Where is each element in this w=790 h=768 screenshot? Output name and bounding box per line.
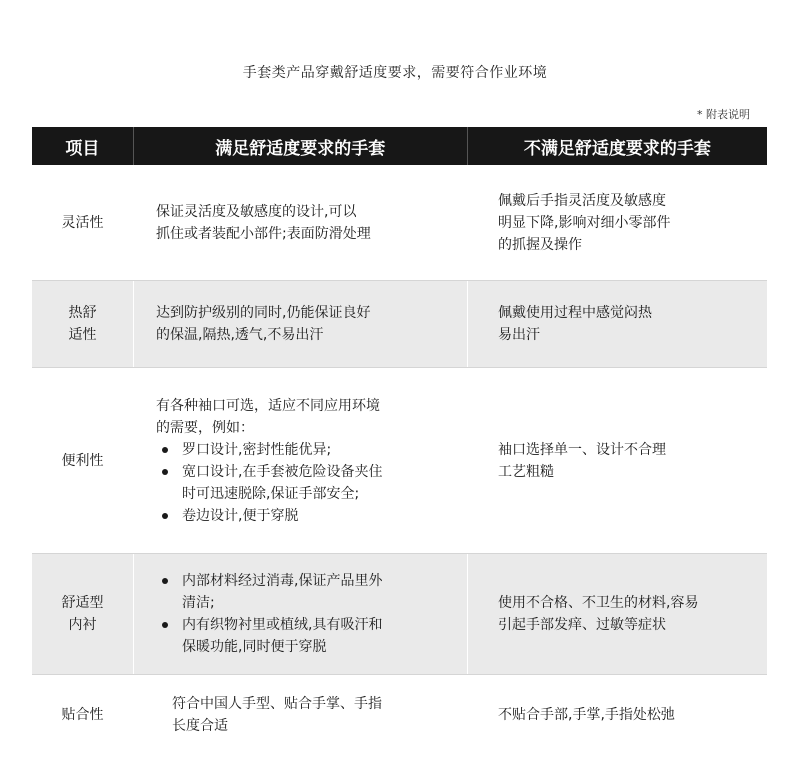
- header-good: 满足舒适度要求的手套: [133, 127, 467, 165]
- row-good: [133, 368, 467, 553]
- row-bad: [467, 368, 767, 553]
- row-good: [133, 554, 467, 674]
- bad-line: 袖口选择单一、设计不合理: [498, 441, 666, 458]
- row-item-line: 灵活性: [61, 214, 104, 231]
- good-bullet-list: [156, 439, 467, 527]
- table-header: [32, 127, 767, 165]
- bullet-text: 清洁;: [182, 595, 215, 611]
- good-line: 达到防护级别的同时,仍能保证良好: [156, 305, 371, 321]
- good-bullet: [156, 461, 467, 505]
- bad-line: 明显下降,影响对细小零部件: [498, 214, 671, 231]
- header-item: 项目: [65, 138, 100, 159]
- page-title: 手套类产品穿戴舒适度要求，需要符合作业环境: [242, 65, 548, 81]
- good-line: 有各种袖口可选，适应不同应用环境: [156, 397, 380, 414]
- good-line: 符合中国人手型、贴合手掌、手指: [172, 696, 382, 712]
- row-item: [32, 554, 133, 674]
- row-good: [133, 165, 467, 280]
- good-line: 的保温,隔热,透气,不易出汗: [156, 327, 324, 343]
- good-line: 长度合适: [172, 718, 228, 734]
- good-line: 保证灵活度及敏感度的设计,可以: [156, 203, 357, 220]
- table-note: * 附表说明: [697, 108, 750, 121]
- comparison-table: [32, 127, 767, 755]
- bullet-text: 内部材料经过消毒,保证产品里外: [182, 573, 383, 589]
- good-bullet-list: [156, 570, 467, 658]
- row-item-line: 适性: [68, 327, 97, 343]
- good-line: 的需要，例如：: [156, 419, 254, 436]
- bad-line: 佩戴使用过程中感觉闷热: [498, 305, 652, 321]
- row-item-line: 内衬: [68, 617, 97, 633]
- bullet-text: 卷边设计,便于穿脱: [182, 507, 299, 524]
- table-row: [32, 675, 767, 755]
- row-item-line: 贴合性: [61, 707, 104, 723]
- good-bullet: [156, 505, 467, 527]
- row-bad: [467, 165, 767, 280]
- good-bullet: [156, 570, 467, 614]
- row-bad: [467, 675, 767, 755]
- row-good: [133, 675, 467, 755]
- bad-line: 引起手部发痒、过敏等症状: [498, 617, 666, 633]
- row-item: [32, 368, 133, 553]
- table-row: [32, 554, 767, 675]
- bad-line: 使用不合格、不卫生的材料,容易: [498, 595, 699, 611]
- row-item: [32, 165, 133, 280]
- good-bullet: [156, 439, 467, 461]
- table-row: [32, 281, 767, 368]
- row-item: [32, 675, 133, 755]
- row-item-line: 舒适型: [61, 595, 104, 611]
- row-item-line: 热舒: [68, 305, 97, 321]
- table-row: [32, 368, 767, 554]
- bad-line: 的抓握及操作: [498, 236, 582, 253]
- table-row: [32, 165, 767, 281]
- bullet-text: 保暖功能,同时便于穿脱: [182, 639, 327, 655]
- row-item-line: 便利性: [61, 452, 104, 469]
- bullet-text: 时可迅速脱除,保证手部安全;: [182, 485, 360, 502]
- bullet-text: 罗口设计,密封性能优异;: [182, 441, 332, 458]
- bad-line: 易出汗: [498, 327, 540, 343]
- bullet-text: 宽口设计,在手套被危险设备夹住: [182, 463, 383, 480]
- row-item: [32, 281, 133, 367]
- bad-line: 工艺粗糙: [498, 463, 554, 480]
- header-bad: 不满足舒适度要求的手套: [467, 127, 767, 165]
- good-line: 抓住或者装配小部件;表面防滑处理: [156, 225, 371, 242]
- row-bad: [467, 554, 767, 674]
- bullet-text: 内有织物衬里或植绒,具有吸汗和: [182, 617, 383, 633]
- row-bad: [467, 281, 767, 367]
- bad-line: 佩戴后手指灵活度及敏感度: [498, 192, 666, 209]
- row-good: [133, 281, 467, 367]
- bad-line: 不贴合手部,手掌,手指处松弛: [498, 707, 675, 723]
- good-bullet: [156, 614, 467, 658]
